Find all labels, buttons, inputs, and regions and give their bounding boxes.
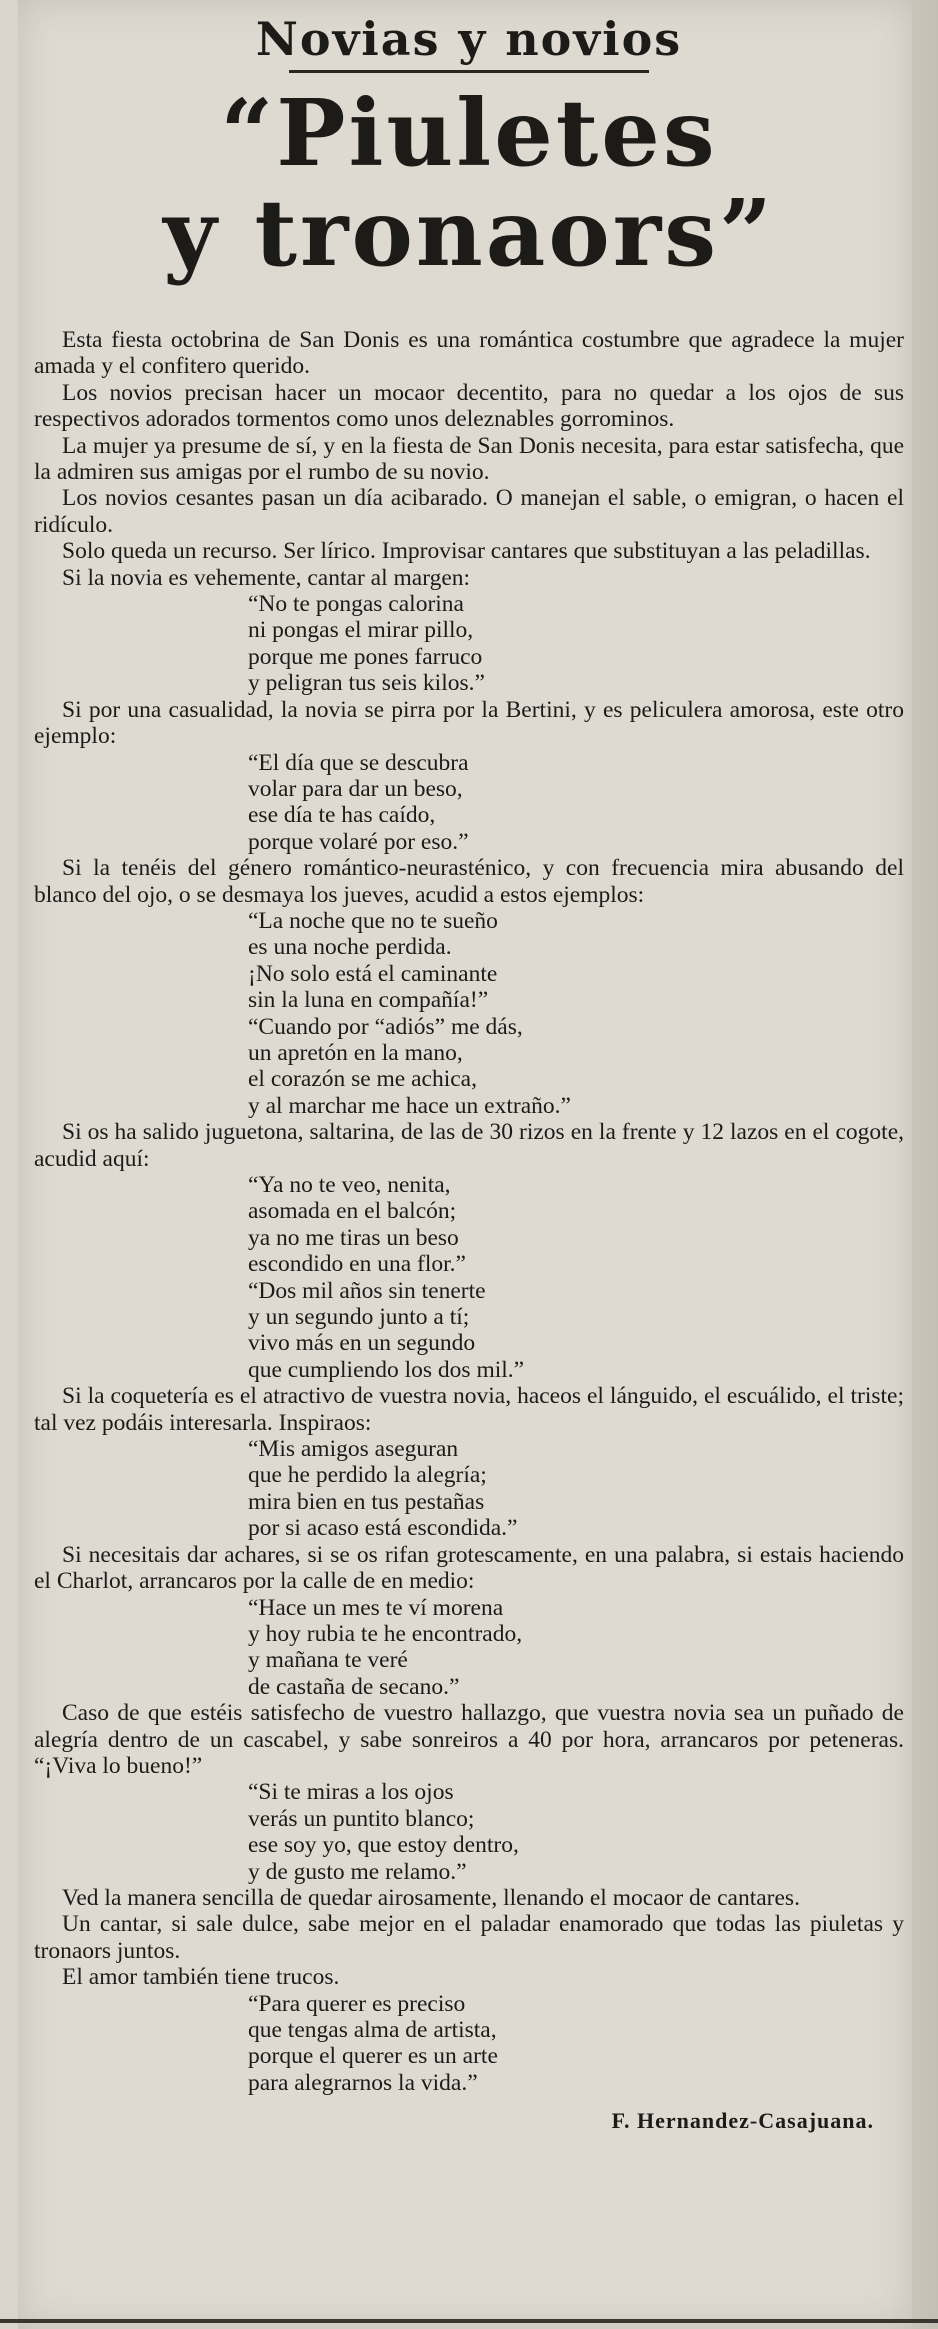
article-paragraph: Si la novia es vehemente, cantar al margen: [62, 564, 471, 591]
verse-line: “Si te miras a los ojos [248, 1779, 454, 1806]
article-paragraph: La mujer ya presume de sí, y en la fiesta de San Donis necesita, para estar satisfecha, que la admiren sus amigas por el rumbo de su novio. [34, 432, 904, 486]
verse-block [248, 591, 904, 697]
author-signature: F. Hernandez-Casajuana. [611, 2108, 874, 2134]
verse-line: que cumpliendo los dos mil.” [248, 1356, 525, 1383]
verse-line: “Dos mil años sin tenerte [248, 1277, 486, 1304]
headline [34, 79, 904, 287]
verse-line: “El día que se descubra [248, 749, 469, 776]
verse-line: “Para querer es preciso [248, 1990, 466, 2017]
verse-line: “Ya no te veo, nenita, [248, 1172, 451, 1198]
article-paragraph: Si la tenéis del género romántico-neurasténico, y con frecuencia mira abusando del blanco del ojo, o se desmaya los jueves, acudid a estos ejemplos: [34, 855, 904, 908]
article-column [34, 10, 904, 2134]
verse-line: “Hace un mes te ví morena [248, 1594, 504, 1621]
verse-block [248, 1595, 904, 1701]
article-paragraph: Si os ha salido juguetona, saltarina, de las de 30 rizos en la frente y 12 lazos en el cogote, acudid aquí: [34, 1119, 904, 1172]
page-bottom-rule [0, 2319, 938, 2323]
verse-line: y al marchar me hace un extraño.” [248, 1092, 571, 1119]
verse-line: porque me pones farruco [248, 643, 483, 670]
article-paragraph: Solo queda un recurso. Ser lírico. Improvisar cantares que substituyan a las peladillas. [62, 538, 871, 565]
headline-line-1: “Piuletes [220, 79, 718, 187]
verse-line: un apretón en la mano, [248, 1039, 463, 1066]
article-paragraph: El amor también tiene trucos. [62, 1964, 340, 1991]
article-paragraph: Caso de que estéis satisfecho de vuestro hallazgo, que vuestra novia sea un puñado de alegría dentro de un cascabel, y sabe sonreiros a 40 por hora, arrancaros por peteneras. “¡Viva lo bueno!” [34, 1700, 904, 1779]
article-body [34, 327, 904, 2096]
verse-line: que tengas alma de artista, [248, 2017, 497, 2043]
article-paragraph: Si por una casualidad, la novia se pirra por la Bertini, y es peliculera amorosa, este otro ejemplo: [34, 696, 904, 750]
title-rule [289, 70, 649, 73]
verse-line: sin la luna en compañía!” [248, 987, 489, 1014]
verse-block [248, 1436, 904, 1542]
verse-line: vivo más en un segundo [248, 1330, 476, 1357]
verse-line: que he perdido la alegría; [248, 1462, 487, 1489]
verse-line: escondido en una flor.” [248, 1251, 466, 1278]
verse-line: “No te pongas calorina [248, 591, 464, 618]
article-paragraph: Esta fiesta octobrina de San Donis es una romántica costumbre que agradece la mujer amada y el confitero querido. [34, 327, 904, 380]
verse-block [248, 1172, 904, 1383]
verse-line: y de gusto me relamo.” [248, 1858, 467, 1885]
verse-line: verás un puntito blanco; [248, 1805, 475, 1832]
verse-block [248, 750, 904, 856]
kicker-title: Novias y novios [255, 12, 683, 66]
verse-line: por si acaso está escondida.” [248, 1515, 518, 1542]
verse-block [248, 908, 904, 1119]
verse-block [248, 1779, 904, 1885]
verse-line: asomada en el balcón; [248, 1198, 457, 1225]
verse-line: ¡No solo está el caminante [248, 960, 498, 987]
article-paragraph: Los novios cesantes pasan un día acibarado. O manejan el sable, o emigran, o hacen el ridículo. [34, 485, 904, 538]
headline-line-2: y tronaors” [163, 179, 775, 287]
verse-line: “Cuando por “adiós” me dás, [248, 1013, 523, 1040]
verse-line: y peligran tus seis kilos.” [248, 670, 485, 697]
verse-line: y mañana te veré [248, 1647, 408, 1674]
verse-line: ese día te has caído, [248, 802, 436, 829]
verse-line: ni pongas el mirar pillo, [248, 617, 474, 644]
verse-line: volar para dar un beso, [248, 775, 463, 802]
article-paragraph: Ved la manera sencilla de quedar airosamente, llenando el mocaor de cantares. [62, 1884, 800, 1911]
verse-line: es una noche perdida. [248, 934, 452, 961]
verse-line: porque el querer es un arte [248, 2043, 498, 2070]
verse-line: para alegrarnos la vida.” [248, 2069, 478, 2096]
article-paragraph: Si la coquetería es el atractivo de vuestra novia, haceos el lánguido, el escuálido, el triste; tal vez podáis interesarla. Inspiraos: [34, 1383, 904, 1436]
article-paragraph: Si necesitais dar achares, si se os rifan grotescamente, en una palabra, si estais haciendo el Charlot, arrancaros por la calle de en medio: [34, 1541, 904, 1595]
verse-line: “Mis amigos aseguran [248, 1436, 459, 1463]
verse-line: ya no me tiras un beso [248, 1224, 459, 1251]
verse-line: el corazón se me achica, [248, 1066, 477, 1093]
article-paragraph: Los novios precisan hacer un mocaor decentito, para no quedar a los ojos de sus respectivos adorados tormentos como unos deleznables gorrominos. [34, 379, 904, 433]
verse-line: “La noche que no te sueño [248, 907, 498, 934]
article-paragraph: Un cantar, si sale dulce, sabe mejor en el paladar enamorado que todas las piuletas y tronaors juntos. [34, 1911, 904, 1964]
verse-line: mira bien en tus pestañas [248, 1488, 485, 1515]
verse-block [248, 1991, 904, 2097]
verse-line: ese soy yo, que estoy dentro, [248, 1832, 519, 1859]
verse-line: y hoy rubia te he encontrado, [248, 1620, 523, 1647]
verse-line: porque volaré por eso.” [248, 828, 469, 855]
verse-line: de castaña de secano.” [248, 1673, 460, 1700]
verse-line: y un segundo junto a tí; [248, 1304, 470, 1331]
